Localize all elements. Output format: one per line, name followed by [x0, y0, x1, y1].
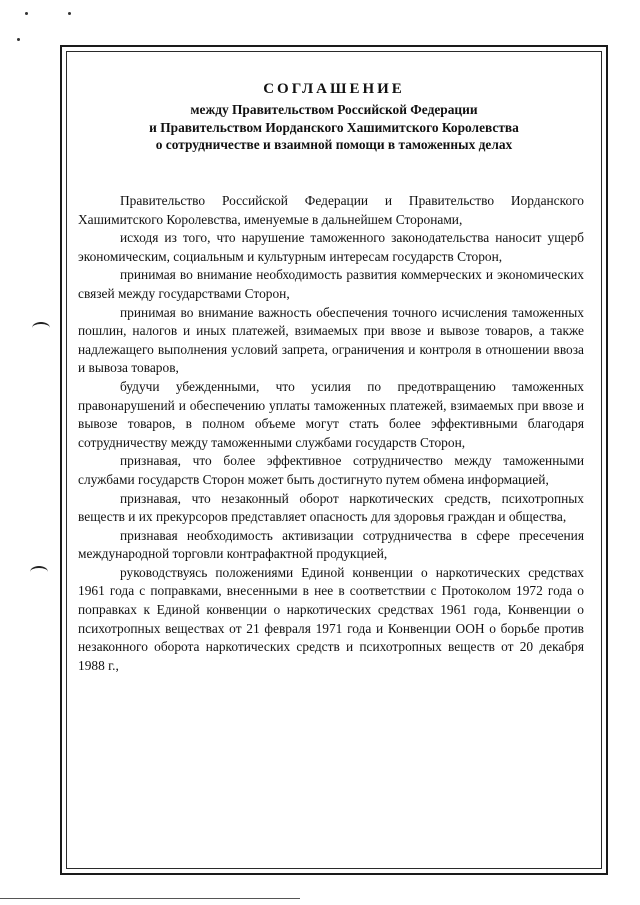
scan-artifact-dot: [68, 12, 71, 15]
document-subtitle-line: и Правительством Иорданского Хашимитского Королевства: [149, 119, 519, 135]
paragraph: Правительство Российской Федерации и Правительство Иорданского Хашимитского Королевства, именуемые в дальнейшем Сторонами,: [78, 193, 584, 227]
scan-artifact-dot: [17, 38, 20, 41]
document-subtitle-line: о сотрудничестве и взаимной помощи в таможенных делах: [155, 137, 513, 152]
paragraph: исходя из того, что нарушение таможенного законодательства наносит ущерб экономическим, социальным и культурным интересам государств Сторон,: [78, 230, 584, 264]
paragraph: будучи убежденными, что усилия по предотвращению таможенных правонарушений и обеспечению уплаты таможенных платежей, взимаемых при ввозе и вывозе товаров, в полном объеме могут стать более эффективными благодаря сотрудничеству между таможенными службами государств Сторон,: [78, 378, 584, 450]
paragraph: признавая, что более эффективное сотрудничество между таможенными службами государств Сторон может быть достигнуто путем обмена информацией,: [78, 453, 584, 487]
document-header: [78, 80, 590, 154]
paragraph: признавая необходимость активизации сотрудничества в сфере пресечения международной торговли контрафактной продукцией,: [78, 527, 584, 562]
paragraph: признавая, что незаконный оборот наркотических средств, психотропных веществ и их прекурсоров представляет опасность для здоровья граждан и общества,: [78, 490, 584, 525]
document-subtitle-line: между Правительством Российской Федерации: [190, 102, 478, 117]
scan-artifact-mark: [30, 566, 48, 578]
scan-artifact-mark: [32, 322, 50, 334]
paragraph: принимая во внимание необходимость развития коммерческих и экономических связей между государствами Сторон,: [78, 267, 584, 301]
document-body: [78, 192, 584, 675]
scan-artifact-line: [0, 898, 300, 899]
document-title: СОГЛАШЕНИЕ: [263, 81, 405, 97]
paragraph: руководствуясь положениями Единой конвенции о наркотических средствах 1961 года с поправками, внесенными в нее в соответствии с Протоколом 1972 года о поправках к Единой конвенции о наркотических средствах 1961 года, Конвенции о психотропных веществах от 21 февраля 1971 года и Конвенции ООН о борьбе против незаконного оборота наркотических средств и психотропных веществ от 20 декабря 1988 г.,: [78, 564, 584, 673]
paragraph: принимая во внимание важность обеспечения точного исчисления таможенных пошлин, налогов и иных платежей, взимаемых при ввозе и вывозе товаров, а также надлежащего выполнения условий запрета, ограничения и контроля в отношении ввоза и вывоза товаров,: [78, 304, 584, 376]
scan-artifact-dot: [25, 12, 28, 15]
